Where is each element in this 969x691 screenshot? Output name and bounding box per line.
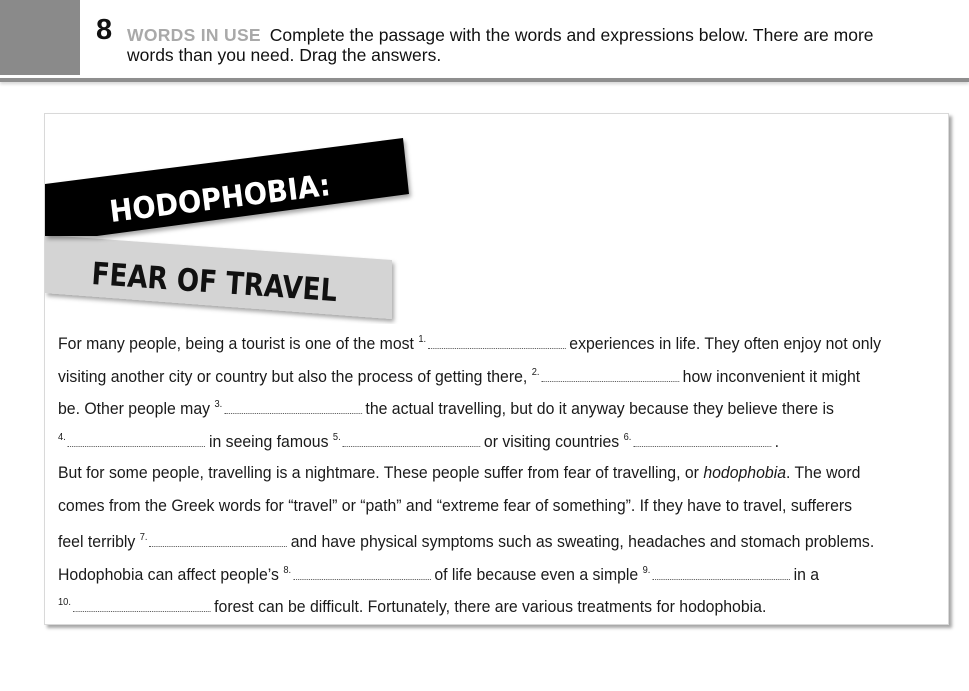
instruction-line-1: Complete the passage with the words and expressions below. There are more <box>269 25 874 45</box>
italic-term: hodophobia <box>703 463 787 482</box>
gap-number: 3. <box>214 399 223 410</box>
passage-line-5: But for some people, travelling is a nightmare. These people suffer from fear of travelling, or hodophobia. The word <box>58 463 861 482</box>
gap-number: 9. <box>642 564 651 576</box>
instruction-line-2: words than you need. Drag the answers. <box>127 45 442 65</box>
exercise-header-block <box>0 0 80 75</box>
passage-line-4: $^{4.}$ in seeing famous $^{5.}$ or visiting countries $^{6.}$ . <box>58 431 780 451</box>
exercise-number: 8 <box>96 14 113 46</box>
title-fear-of-travel: FEAR OF TRAVEL <box>90 256 384 313</box>
drop-gap-9[interactable] <box>652 565 790 580</box>
passage <box>58 324 881 620</box>
passage-line-8: Hodophobia can affect people’s $^{8.}$ of life because even a simple $^{9.}$ in a <box>58 564 820 584</box>
drop-gap-2[interactable] <box>541 367 679 382</box>
drop-gap-6[interactable] <box>633 432 771 447</box>
drop-gap-10[interactable] <box>73 597 211 612</box>
title-banners <box>45 114 425 324</box>
title-hodophobia: HODOPHOBIA: <box>107 165 354 230</box>
gap-number: 4. <box>58 431 66 443</box>
passage-line-2: visiting another city or country but also the process of getting there, $^{2.}$ how inconvenient it might <box>58 366 861 386</box>
passage-line-3: be. Other people may $^{3.}$ the actual travelling, but do it anyway because they believe there is <box>58 399 834 418</box>
drop-gap-7[interactable] <box>149 532 287 547</box>
gap-number: 6. <box>623 431 632 443</box>
gap-number: 8. <box>283 564 292 576</box>
gap-number: 1. <box>418 334 427 345</box>
passage-card <box>44 113 949 625</box>
passage-line-7: feel terribly $^{7.}$ and have physical symptoms such as sweating, headaches and stomach problems. <box>58 532 875 551</box>
gap-number: 2. <box>531 366 540 378</box>
passage-line-6: comes from the Greek words for “travel” or “path” and “extreme fear of something”. If they have to travel, sufferers <box>58 495 853 515</box>
drop-gap-8[interactable] <box>293 565 431 580</box>
gap-number: 5. <box>332 431 341 443</box>
drop-gap-4[interactable] <box>68 432 206 447</box>
instruction-text <box>127 25 947 65</box>
drop-gap-1[interactable] <box>428 334 566 349</box>
exercise-title: WORDS IN USE <box>127 25 261 45</box>
gap-number: 7. <box>139 532 148 543</box>
passage-line-1: For many people, being a tourist is one of the most $^{1.}$ experiences in life. They often enjoy not only <box>58 334 882 353</box>
passage-line-9: $^{10.}$ forest can be difficult. Fortunately, there are various treatments for hodophobia. <box>58 597 767 616</box>
drop-gap-3[interactable] <box>224 399 362 414</box>
gap-number: 10. <box>58 597 71 608</box>
header-divider <box>0 78 969 82</box>
drop-gap-5[interactable] <box>343 432 481 447</box>
